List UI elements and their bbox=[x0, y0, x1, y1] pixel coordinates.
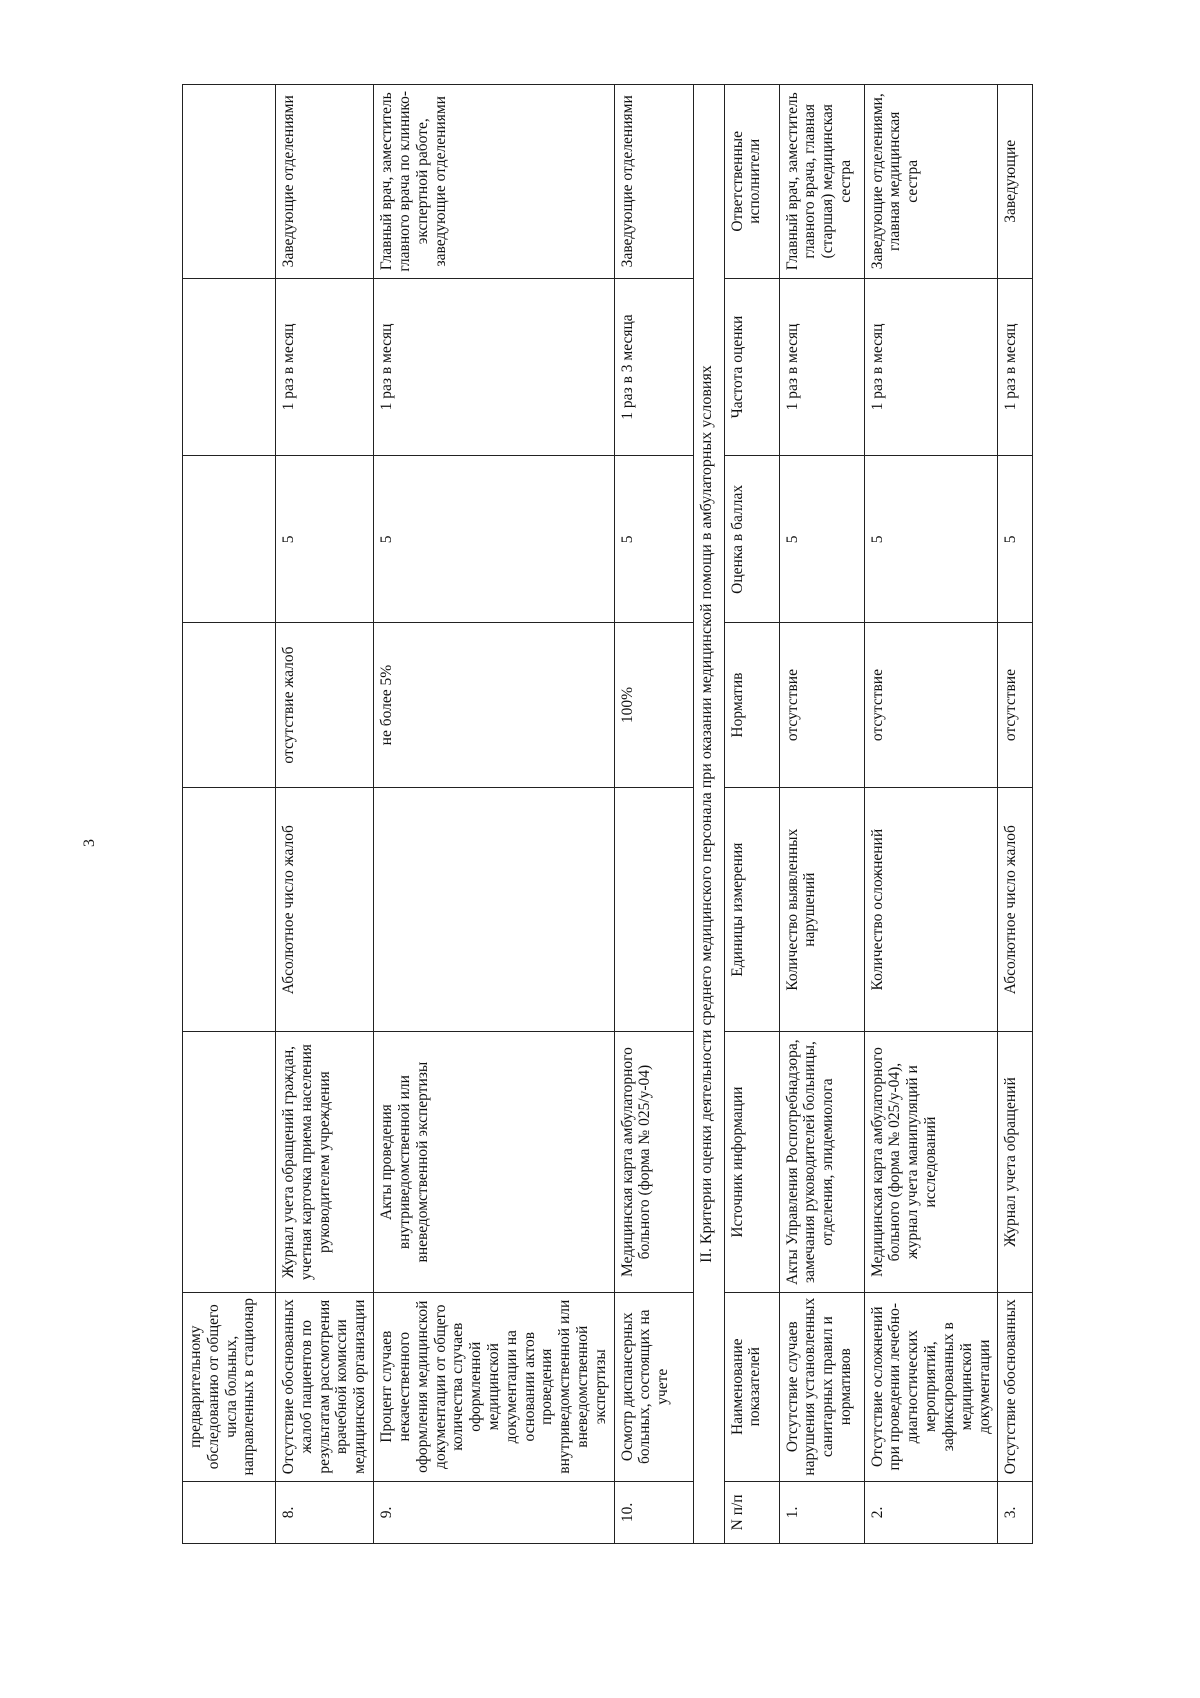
info-source: Медицинская карта амбулаторного больного (форма № 025/у-04) bbox=[614, 1032, 693, 1292]
unit: Абсолютное число жалоб bbox=[276, 787, 374, 1032]
indicator-name: Процент случаев некачественного оформления медицинской документации от общего количества случаев оформленной медицинской документации на основании актов проведения внутриведомственной или вневедомственной экспертизы bbox=[374, 1292, 615, 1481]
indicator-name: Отсутствие обоснованных bbox=[998, 1292, 1033, 1481]
header-frequency: Частота оценки bbox=[724, 278, 779, 456]
indicator-name: предварительному обследованию от общего числа больных, направленных в стационар bbox=[183, 1292, 276, 1481]
frequency: 1 раз в месяц bbox=[276, 278, 374, 456]
header-row bbox=[724, 85, 779, 1544]
unit: Абсолютное число жалоб bbox=[998, 787, 1033, 1032]
table-row bbox=[183, 85, 276, 1544]
row-number: 8. bbox=[276, 1481, 374, 1543]
table-row bbox=[374, 85, 615, 1544]
responsible: Главный врач, заместитель главного врача, главная (старшая) медицинская сестра bbox=[779, 85, 864, 279]
header-unit: Единицы измерения bbox=[724, 787, 779, 1032]
header-score: Оценка в баллах bbox=[724, 456, 779, 623]
table-row bbox=[998, 85, 1033, 1544]
norm: не более 5% bbox=[374, 623, 615, 788]
unit bbox=[614, 787, 693, 1032]
rotated-table-container bbox=[182, 84, 1020, 1544]
info-source: Журнал учета обращений bbox=[998, 1032, 1033, 1292]
section-row bbox=[693, 85, 724, 1544]
frequency: 1 раз в месяц bbox=[998, 278, 1033, 456]
norm: отсутствие жалоб bbox=[276, 623, 374, 788]
score: 5 bbox=[614, 456, 693, 623]
norm: 100% bbox=[614, 623, 693, 788]
unit: Количество осложнений bbox=[864, 787, 998, 1032]
row-number: 9. bbox=[374, 1481, 615, 1543]
responsible: Заведующие отделениями bbox=[276, 85, 374, 279]
frequency: 1 раз в 3 месяца bbox=[614, 278, 693, 456]
unit bbox=[374, 787, 615, 1032]
info-source: Акты проведения внутриведомственной или вневедомственной экспертизы bbox=[374, 1032, 615, 1292]
norm: отсутствие bbox=[779, 623, 864, 788]
table-row bbox=[779, 85, 864, 1544]
info-source: Медицинская карта амбулаторного больного (форма № 025/у-04), журнал учета манипуляций и исследований bbox=[864, 1032, 998, 1292]
norm bbox=[183, 623, 276, 788]
header-norm: Норматив bbox=[724, 623, 779, 788]
info-source: Акты Управления Роспотребнадзора, замечания руководителей больницы, отделения, эпидемиолога bbox=[779, 1032, 864, 1292]
header-name: Наименование показателей bbox=[724, 1292, 779, 1481]
info-source: Журнал учета обращений граждан, учетная карточка приема населения руководителем учреждения bbox=[276, 1032, 374, 1292]
table-row bbox=[276, 85, 374, 1544]
indicator-name: Отсутствие обоснованных жалоб пациентов по результатам рассмотрения врачебной комиссии медицинской организации bbox=[276, 1292, 374, 1481]
row-number: 10. bbox=[614, 1481, 693, 1543]
unit: Количество выявленных нарушений bbox=[779, 787, 864, 1032]
score: 5 bbox=[864, 456, 998, 623]
frequency: 1 раз в месяц bbox=[779, 278, 864, 456]
header-num: N п/п bbox=[724, 1481, 779, 1543]
row-number: 2. bbox=[864, 1481, 998, 1543]
page-number: 3 bbox=[81, 839, 98, 847]
indicator-name: Отсутствие осложнений при проведении лечебно-диагностических мероприятий, зафиксированных в медицинской документации bbox=[864, 1292, 998, 1481]
header-responsible: Ответственные исполнители bbox=[724, 85, 779, 279]
score: 5 bbox=[374, 456, 615, 623]
frequency: 1 раз в месяц bbox=[374, 278, 615, 456]
row-number bbox=[183, 1481, 276, 1543]
responsible: Главный врач, заместитель главного врача по клинико-экспертной работе, заведующие отделениями bbox=[374, 85, 615, 279]
score: 5 bbox=[276, 456, 374, 623]
criteria-table bbox=[182, 84, 1033, 1544]
responsible: Заведующие bbox=[998, 85, 1033, 279]
score bbox=[183, 456, 276, 623]
responsible bbox=[183, 85, 276, 279]
score: 5 bbox=[998, 456, 1033, 623]
indicator-name: Отсутствие случаев нарушения установленных санитарных правил и нормативов bbox=[779, 1292, 864, 1481]
header-source: Источник информации bbox=[724, 1032, 779, 1292]
frequency: 1 раз в месяц bbox=[864, 278, 998, 456]
responsible: Заведующие отделениями bbox=[614, 85, 693, 279]
row-number: 3. bbox=[998, 1481, 1033, 1543]
indicator-name: Осмотр диспансерных больных, состоящих на учете bbox=[614, 1292, 693, 1481]
responsible: Заведующие отделениями, главная медицинская сестра bbox=[864, 85, 998, 279]
norm: отсутствие bbox=[998, 623, 1033, 788]
row-number: 1. bbox=[779, 1481, 864, 1543]
info-source bbox=[183, 1032, 276, 1292]
unit bbox=[183, 787, 276, 1032]
table-row bbox=[864, 85, 998, 1544]
frequency bbox=[183, 278, 276, 456]
norm: отсутствие bbox=[864, 623, 998, 788]
table-row bbox=[614, 85, 693, 1544]
score: 5 bbox=[779, 456, 864, 623]
section-title: II. Критерии оценки деятельности среднего медицинского персонала при оказании медицинской помощи в амбулаторных условиях bbox=[693, 85, 724, 1544]
